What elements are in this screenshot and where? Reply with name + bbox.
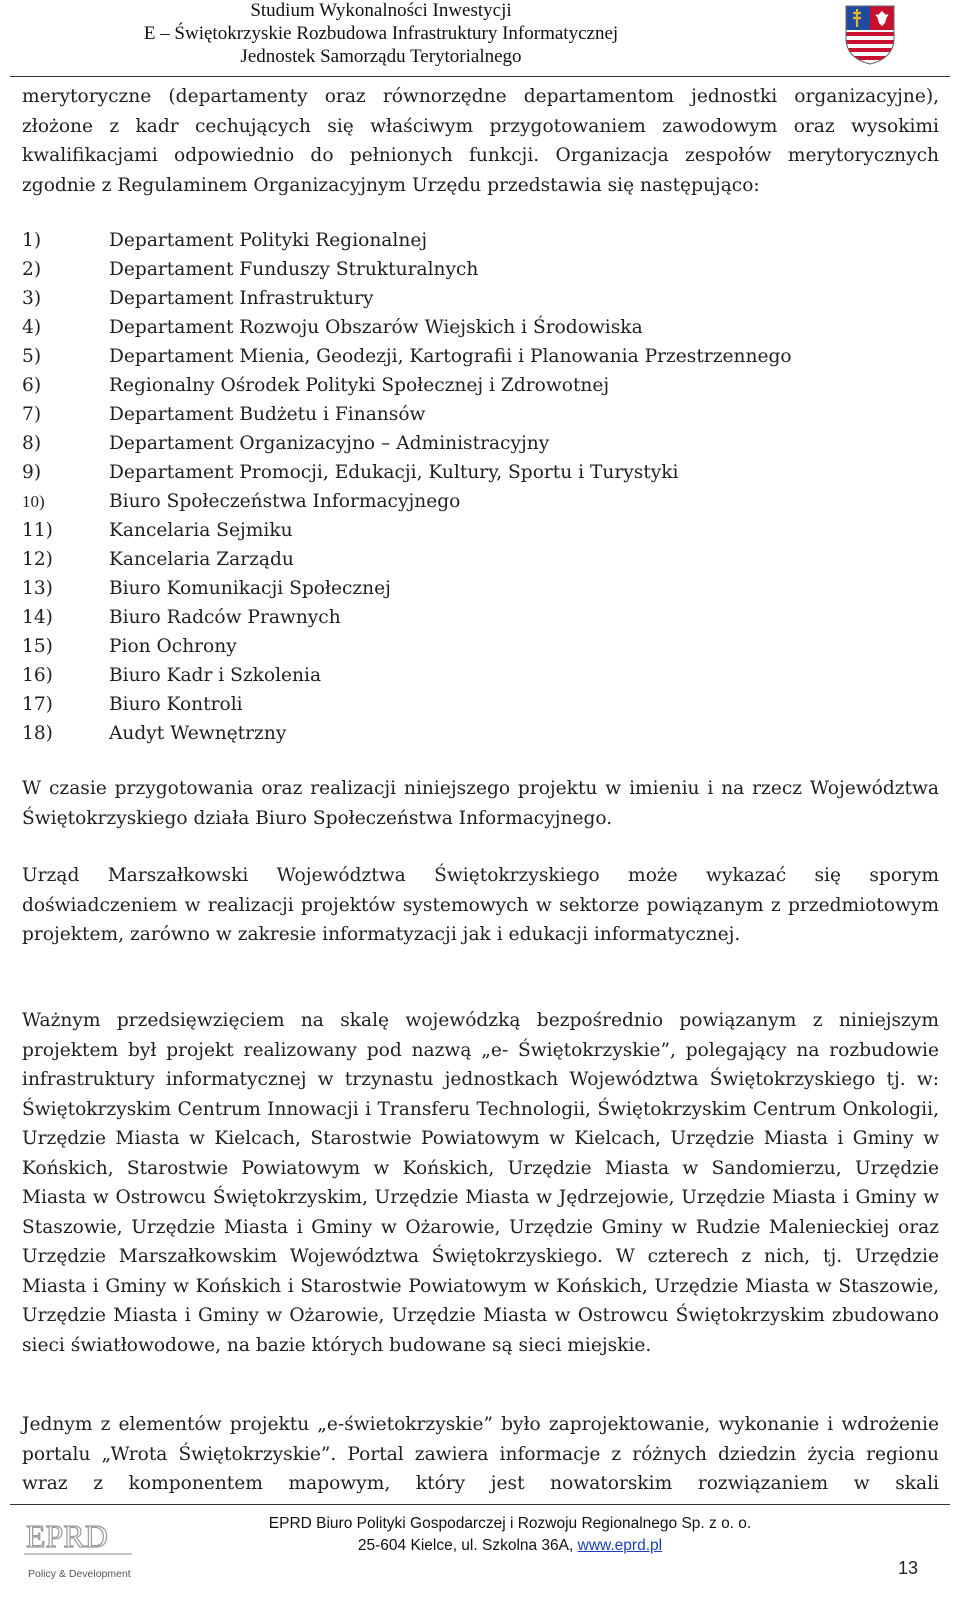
list-item-label: Departament Rozwoju Obszarów Wiejskich i Środowiska	[109, 317, 643, 338]
coat-of-arms-icon	[842, 2, 898, 66]
list-item-label: Biuro Komunikacji Społecznej	[109, 578, 391, 599]
list-item-number: 5)	[22, 346, 42, 367]
list-item-label: Departament Promocji, Edukacji, Kultury, Sportu i Turystyki	[109, 462, 679, 483]
list-item	[22, 429, 792, 458]
logo-text: EPRD	[26, 1518, 108, 1554]
list-item-number: 15)	[22, 636, 53, 657]
list-item-label: Audyt Wewnętrzny	[109, 723, 287, 744]
list-item-number: 9)	[22, 462, 42, 483]
list-item	[22, 661, 792, 690]
list-item-label: Departament Mienia, Geodezji, Kartografii i Planowania Przestrzennego	[109, 346, 792, 367]
paragraph-portal: Jednym z elementów projektu „e-świetokrzyskie” było zaprojektowanie, wykonanie i wdrożenie portalu „Wrota Świętokrzyskie”. Portal zawiera informacje z różnych dziedzin życia regionu wraz z komponentem mapowym, który jest nowatorskim rozwiązaniem w skali	[22, 1414, 939, 1494]
list-item	[22, 574, 792, 603]
paragraph-e-swietokrzyskie: Ważnym przedsięwzięciem na skalę wojewódzką bezpośrednio powiązanym z niniejszym projektem był projekt realizowany pod nazwą „e- Świętokrzyskie”, polegający na rozbudowie infrastruktury informatycznej w trzynastu jednostkach Województwa Świętokrzyskiego tj. w: Świętokrzyskim Centrum Innowacji i Transferu Technologii, Świętokrzyskim Centrum Onkologii, Urzędzie Miasta w Kielcach, Starostwie Powiatowym w Kielcach, Urzędzie Miasta i Gminy w Końskich, Starostwie Powiatowym w Końskich, Urzędzie Miasta w Sandomierzu, Urzędzie Miasta w Ostrowcu Świętokrzyskim, Urzędzie Miasta w Jędrzejowie, Urzędzie Miasta i Gminy w Staszowie, Urzędzie Miasta i Gminy w Ożarowie, Urzędzie Gminy w Rudzie Malenieckiej oraz Urzędzie Marszałkowskim Województwa Świętokrzyskiego. W czterech z nich, tj. Urzędzie Miasta i Gminy w Końskich i Starostwie Powiatowym w Końskich, Urzędzie Miasta w Staszowie, Urzędzie Miasta i Gminy w Ożarowie, Urzędzie Miasta w Ostrowcu Świętokrzyskim zbudowano sieci światłowodowe, na bazie których budowane są sieci miejskie.	[22, 1010, 939, 1356]
footer-address: 25-604 Kielce, ul. Szkolna 36A,	[357, 1537, 574, 1554]
list-item	[22, 458, 792, 487]
list-item	[22, 400, 792, 429]
list-item	[22, 371, 792, 400]
list-item-label: Biuro Kadr i Szkolenia	[109, 665, 322, 686]
list-item	[22, 255, 792, 284]
list-item	[22, 487, 792, 516]
header-divider	[10, 76, 950, 77]
footer-divider	[10, 1504, 950, 1505]
list-item-number: 1)	[22, 230, 42, 251]
list-item-number: 17)	[22, 694, 53, 715]
header-title-line-3: Jednostek Samorządu Terytorialnego	[240, 46, 522, 67]
paragraph-experience: Urząd Marszałkowski Województwa Świętokrzyskiego może wykazać się sporym doświadczeniem w realizacji projektów systemowych w sektorze powiązanym z przedmiotowym projektem, zarówno w zakresie informatyzacji jak i edukacji informatycznej.	[22, 865, 939, 945]
list-item	[22, 603, 792, 632]
list-item-label: Departament Infrastruktury	[109, 288, 374, 309]
list-item-number: 12)	[22, 549, 53, 570]
list-item-label: Biuro Radców Prawnych	[109, 607, 341, 628]
list-item-number: 13)	[22, 578, 53, 599]
logo-tagline: Policy & Development	[28, 1568, 131, 1580]
list-item	[22, 719, 792, 748]
list-item-number: 14)	[22, 607, 53, 628]
footer-company: EPRD Biuro Polityki Gospodarczej i Rozwoju Regionalnego Sp. z o. o.	[268, 1515, 752, 1532]
list-item	[22, 516, 792, 545]
list-item-number: 7)	[22, 404, 42, 425]
list-item	[22, 226, 792, 255]
intro-paragraph: merytoryczne (departamenty oraz równorzędne departamentom jednostki organizacyjne), złożone z kadr cechujących się właściwym przygotowaniem zawodowym oraz wysokimi kwalifikacjami odpowiednio do pełnionych funkcji. Organizacja zespołów merytorycznych zgodnie z Regulaminem Organizacyjnym Urzędu przedstawia się następująco:	[22, 86, 939, 196]
list-item-label: Biuro Kontroli	[109, 694, 243, 715]
page-number: 13	[898, 1558, 919, 1578]
list-item	[22, 545, 792, 574]
header-title-line-2: E – Świętokrzyskie Rozbudowa Infrastruktury Informatycznej	[143, 23, 619, 44]
header-title-line-1: Studium Wykonalności Inwestycji	[250, 0, 512, 21]
footer-website-link[interactable]: www.eprd.pl	[577, 1537, 663, 1554]
footer-address-line	[120, 1536, 900, 1556]
list-item-label: Departament Polityki Regionalnej	[109, 230, 428, 251]
list-item-number: 3)	[22, 288, 42, 309]
list-item	[22, 313, 792, 342]
list-item	[22, 690, 792, 719]
list-item-label: Departament Funduszy Strukturalnych	[109, 259, 479, 280]
list-item-number: 4)	[22, 317, 42, 338]
list-item	[22, 342, 792, 371]
organizational-units-list	[22, 226, 792, 748]
list-item-number: 6)	[22, 375, 42, 396]
list-item-number: 16)	[22, 665, 53, 686]
list-item	[22, 632, 792, 661]
list-item-label: Kancelaria Sejmiku	[109, 520, 293, 541]
list-item-label: Regionalny Ośrodek Polityki Społecznej i Zdrowotnej	[109, 375, 610, 396]
list-item-number: 18)	[22, 723, 53, 744]
list-item	[22, 284, 792, 313]
list-item-number: 11)	[22, 520, 53, 541]
list-item-number: 10)	[22, 492, 45, 511]
list-item-label: Biuro Społeczeństwa Informacyjnego	[109, 491, 461, 512]
list-item-number: 8)	[22, 433, 42, 454]
list-item-label: Departament Organizacyjno – Administracyjny	[109, 433, 550, 454]
paragraph-project-office: W czasie przygotowania oraz realizacji niniejszego projektu w imieniu i na rzecz Województwa Świętokrzyskiego działa Biuro Społeczeństwa Informacyjnego.	[22, 778, 939, 829]
list-item-label: Kancelaria Zarządu	[109, 549, 294, 570]
list-item-number: 2)	[22, 259, 42, 280]
list-item-label: Pion Ochrony	[109, 636, 237, 657]
list-item-label: Departament Budżetu i Finansów	[109, 404, 426, 425]
